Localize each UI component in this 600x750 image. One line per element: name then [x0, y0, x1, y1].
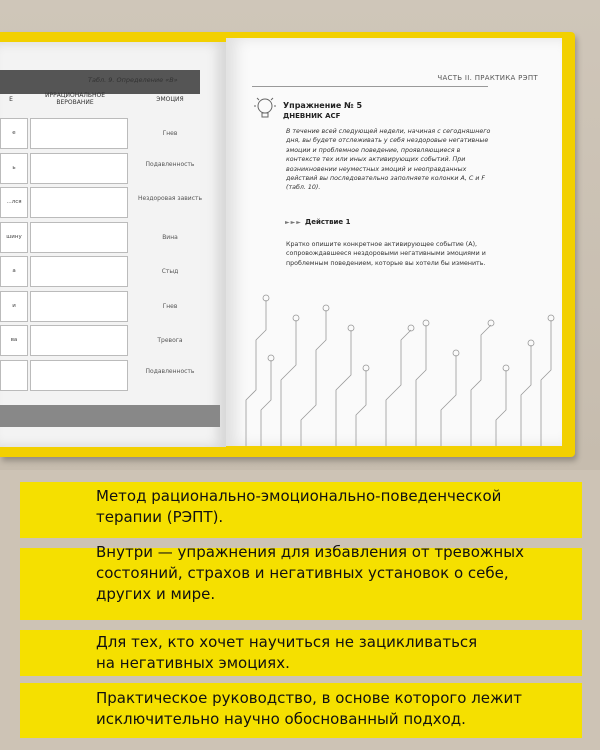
cell-partial-text: ...лся [6, 199, 22, 205]
cell-partial [0, 325, 28, 356]
table-caption: Табл. 9. Определение «B» [88, 76, 178, 84]
header-rule [252, 86, 488, 87]
cell-emotion: Гнев [162, 130, 178, 137]
table-row [0, 118, 218, 149]
cell-emotion: Тревога [157, 337, 183, 344]
cell-belief [30, 153, 128, 184]
cell-belief [30, 222, 128, 253]
page-gray-footer [0, 405, 220, 427]
action-arrows-icon: ►►► [285, 219, 302, 226]
band-text-1: Метод рационально-эмоционально-поведенческой терапии (РЭПТ). [96, 487, 502, 526]
cell-partial [0, 256, 28, 287]
col-header-belief: ИРРАЦИОНАЛЬНОЕ ВЕРОВАНИЕ [45, 92, 105, 106]
cell-partial-text: е [12, 130, 16, 136]
cell-emotion: Гнев [162, 302, 178, 310]
part-header: ЧАСТЬ II. ПРАКТИКА РЭПТ [437, 74, 538, 82]
band-text-2: Внутри — упражнения для избавления от тревожных состояний, страхов и негативных установок о себе, других и мире. [96, 543, 524, 603]
cell-partial [0, 222, 28, 253]
exercise-subtitle: ДНЕВНИК ACF [283, 112, 341, 120]
cell-partial-text: шину [6, 233, 22, 240]
cell-partial [0, 118, 28, 149]
table-row [0, 325, 218, 356]
cell-partial-text: ва [10, 337, 18, 343]
cell-emotion: Вина [162, 233, 178, 241]
cell-belief [30, 360, 128, 391]
cell-belief [30, 187, 128, 218]
cell-belief [30, 325, 128, 356]
cell-belief [30, 118, 128, 149]
action-title: Действие 1 [305, 218, 351, 226]
info-band-1 [20, 482, 582, 538]
cell-partial-text: и [12, 302, 16, 309]
cell-partial [0, 291, 28, 322]
table-row [0, 222, 218, 253]
table-row [0, 360, 218, 391]
info-band-3 [20, 630, 582, 676]
cell-partial [0, 153, 28, 184]
cell-emotion: Стыд [161, 268, 179, 275]
cell-belief [30, 291, 128, 322]
table-row [0, 153, 218, 184]
info-band-4 [20, 683, 582, 738]
cell-emotion: Подавленность [145, 160, 195, 168]
table-row [0, 291, 218, 322]
table-row [0, 187, 218, 218]
band-text-4: Практическое руководство, в основе которого лежит исключительно научно обоснованный подход. [96, 689, 523, 728]
info-band-2 [20, 543, 582, 620]
cell-partial-text: ь [12, 164, 16, 171]
exercise-title: Упражнение № 5 [283, 101, 363, 110]
exercise-body: В течение всей следующей недели, начиная с сегодняшнего дня, вы будете отслеживать у себя нездоровые негативные эмоции и проблемное поведение, проявляющиеся в контексте тех или иных активирующих событий. При возникновении неуместных эмоций и неоправданных действий вы последовательно заполняете колонки A, C и F (табл. 10). [286, 128, 491, 192]
table-row [0, 256, 218, 287]
col-header-emotion: ЭМОЦИЯ [156, 96, 184, 103]
cell-emotion: Нездоровая зависть [137, 195, 203, 202]
col-header-1: Е [9, 96, 13, 103]
band-text-3: Для тех, кто хочет научиться не зацикливаться на негативных эмоциях. [96, 633, 478, 672]
cell-partial [0, 187, 28, 218]
cell-partial-text: а [12, 268, 16, 274]
cell-partial [0, 360, 28, 391]
cell-belief [30, 256, 128, 287]
circuit-illustration [226, 280, 562, 446]
lightbulb-icon [254, 96, 276, 122]
action-body: Кратко опишите конкретное активирующее событие (A), сопровождавшееся нездоровыми негативными эмоциями и проблемным поведением, которые вы хотели бы изменить. [286, 241, 486, 267]
cell-emotion: Подавленность [145, 367, 195, 375]
